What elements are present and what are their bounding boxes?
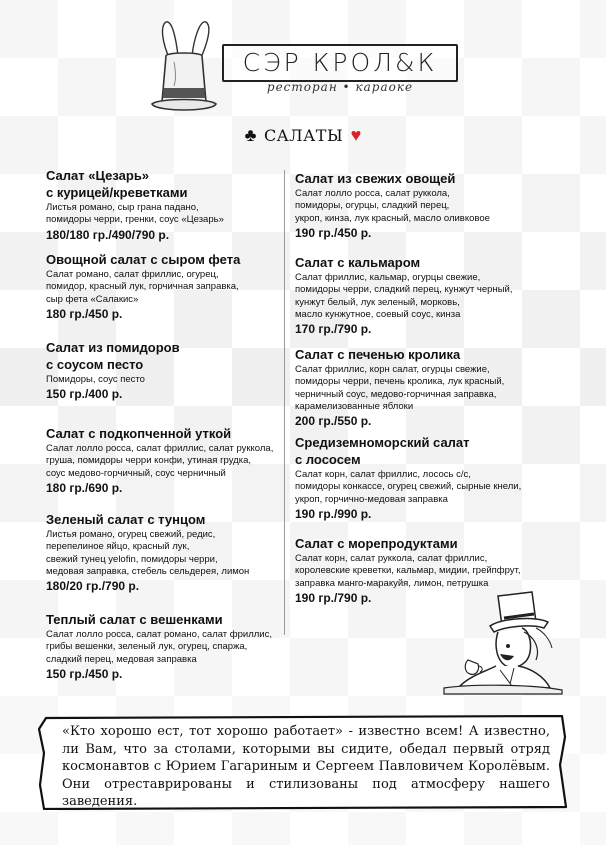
menu-item-name: Салат с морепродуктами xyxy=(295,536,458,551)
menu-item xyxy=(46,167,276,251)
column-divider xyxy=(284,170,285,635)
menu-item xyxy=(295,434,550,535)
restaurant-logo-subtitle: ресторан • караоке xyxy=(266,80,414,94)
menu-column-right xyxy=(295,170,550,606)
menu-item xyxy=(295,170,550,254)
menu-item-description: Салат романо, салат фриллис, огурец, помидор, красный лук, горчичная заправка, сыр фета «Салакис» xyxy=(46,269,239,305)
checker-tile xyxy=(348,812,406,845)
menu-item-description: Салат фриллис, кальмар, огурцы свежие, помидоры черри, сладкий перец, кунжут черный, кунжут белый, лук зеленый, морковь, масло кунжутное, соевый соус, кинза xyxy=(295,272,513,320)
checker-tile xyxy=(464,812,522,845)
menu-item-name: Овощной салат с сыром фета xyxy=(46,252,241,267)
menu-item-name: Салат «Цезарь» с курицей/креветками xyxy=(46,168,188,200)
menu-item-name: Зеленый салат с тунцом xyxy=(46,512,206,527)
checker-tile xyxy=(0,812,58,845)
menu-item-name: Салат из помидоров с соусом песто xyxy=(46,340,180,372)
menu-item-description: Листья романо, сыр грана падано, помидоры черри, гренки, соус «Цезарь» xyxy=(46,202,224,226)
menu-item-name: Салат с подкопченной уткой xyxy=(46,426,232,441)
menu-item-description: Салат фриллис, корн салат, огурцы свежие, помидоры черри, печень кролика, лук красный, черничный соус, медово-горчичная заправка, карамелизованные яблоки xyxy=(295,364,505,412)
menu-item xyxy=(46,339,276,425)
menu-item-price: 150 гр./400 р. xyxy=(46,387,123,402)
menu-item xyxy=(46,611,276,682)
menu-item-price: 180/20 гр./790 р. xyxy=(46,579,140,594)
checker-tile xyxy=(580,464,606,522)
menu-item-name: Средиземноморский салат с лососем xyxy=(295,435,470,467)
menu-item-description: Салат лолло росса, салат руккола, помидоры, огурцы, сладкий перец, укроп, кинза, лук красный, масло оливковое xyxy=(295,188,490,224)
menu-item-price: 190 гр./450 р. xyxy=(295,225,372,240)
checker-tile xyxy=(580,232,606,290)
menu-item xyxy=(295,346,550,434)
menu-item-price: 180 гр./690 р. xyxy=(46,480,123,495)
header xyxy=(0,0,606,120)
menu-item-price: 150 гр./450 р. xyxy=(46,666,123,681)
heart-suit-icon: ♥ xyxy=(350,125,362,145)
checker-tile xyxy=(580,812,606,845)
menu-item-name: Салат с кальмаром xyxy=(295,255,421,270)
menu-column-left xyxy=(46,167,276,682)
menu-item xyxy=(46,251,276,339)
menu-item-description: Салат корн, салат фриллис, лосось с/с, помидоры конкассе, огурец свежий, сырные кнели, укроп, горчично-медовая заправка xyxy=(295,469,522,505)
menu-item xyxy=(46,511,276,611)
menu-item-price: 170 гр./790 р. xyxy=(295,322,372,337)
menu-item-price: 190 гр./990 р. xyxy=(295,506,372,521)
quote-text: «Кто хорошо ест, тот хорошо работает» - известно всем! А известно, ли Вам, что за столами, которыми вы сидите, обедал первый отряд космонавтов с Юрием Гагариным и Сергеем Павловичем Королёвым. Они отреставрированы и стилизованы под атмосферу нашего заведения. xyxy=(62,724,550,809)
menu-item-name: Теплый салат с вешенками xyxy=(46,612,223,627)
checker-tile xyxy=(580,580,606,638)
menu-item-description: Салат корн, салат руккола, салат фриллис, королевские креветки, кальмар, мидии, грейпфрут, заправка манго-маракуйя, лимон, петрушка xyxy=(295,553,521,589)
section-title: САЛАТЫ xyxy=(263,126,344,145)
menu-item-price: 180 гр./450 р. xyxy=(46,306,123,321)
menu-item-description: Помидоры, соус песто xyxy=(46,374,145,385)
checker-tile xyxy=(580,348,606,406)
menu-item-description: Салат лолло росса, салат фриллис, салат руккола, груша, помидоры черри конфи, утиная грудка, соус медово-горчичный, соус черничный xyxy=(46,443,274,479)
logo-box xyxy=(222,44,458,82)
checker-tile xyxy=(580,696,606,754)
checker-tile xyxy=(232,812,290,845)
club-suit-icon: ♣ xyxy=(244,125,257,145)
checker-tile xyxy=(116,812,174,845)
mad-hatter-illustration xyxy=(440,588,565,703)
menu-item-name: Салат из свежих овощей xyxy=(295,171,456,186)
menu-item-name: Салат с печенью кролика xyxy=(295,347,461,362)
checker-tile xyxy=(290,638,348,696)
menu-item-price: 180/180 гр./490/790 р. xyxy=(46,227,170,242)
section-heading xyxy=(0,125,606,149)
menu-item xyxy=(46,425,276,511)
menu-item-price: 200 гр./550 р. xyxy=(295,414,372,429)
menu-item-description: Листья романо, огурец свежий, редис, перепелиное яйцо, красный лук, свежий тунец yelofin, помидоры черри, медовая заправка, стебель сельдерея, лимон xyxy=(46,529,250,577)
menu-item-description: Салат лолло росса, салат романо, салат фриллис, грибы вешенки, зеленый лук, огурец, спаржа, сладкий перец, медовая заправка xyxy=(46,629,272,665)
menu-item-price: 190 гр./790 р. xyxy=(295,590,372,605)
restaurant-logo-title: СЭР КРОЛ&К xyxy=(242,48,438,77)
menu-item xyxy=(295,254,550,346)
rabbit-top-hat-icon xyxy=(148,20,220,120)
